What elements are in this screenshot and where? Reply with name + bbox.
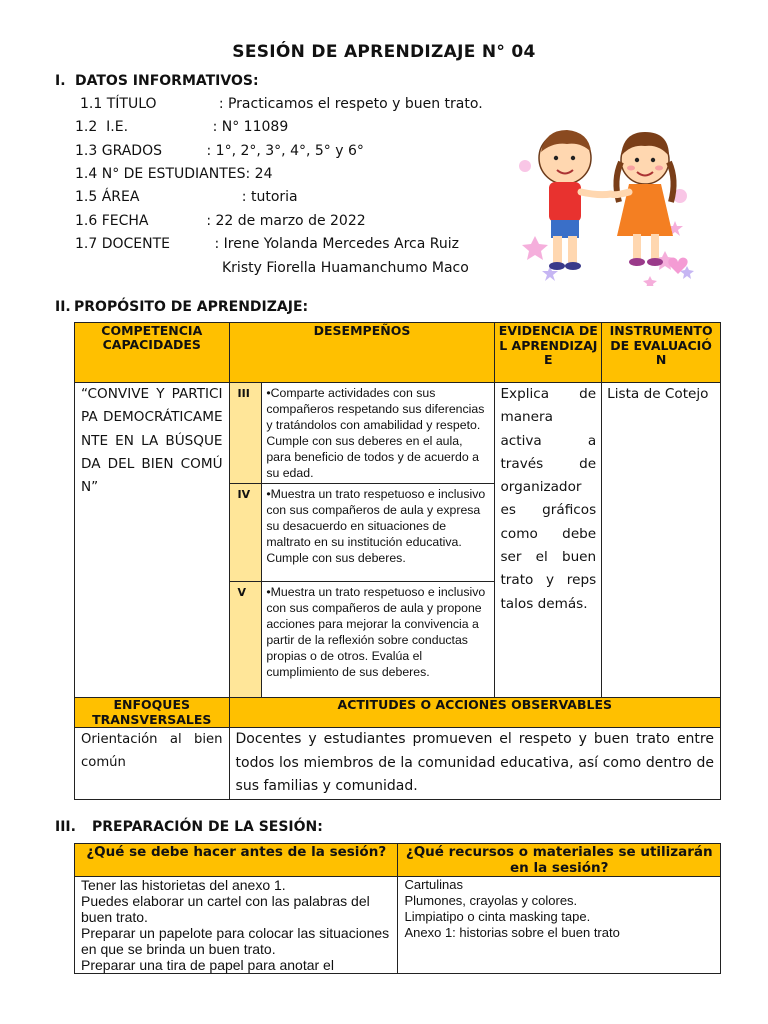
datos-row-docente: 1.7 DOCENTE : Irene Yolanda Mercedes Arca Ruiz (75, 236, 459, 252)
grade-label-iii: III (229, 383, 262, 484)
recursos-cell: Cartulinas Plumones, crayolas y colores. Limpiatipo o cinta masking tape. Anexo 1: historias sobre el buen trato (398, 877, 721, 974)
header-actitudes: ACTITUDES O ACCIONES OBSERVABLES (229, 698, 720, 728)
datos-row-grados: 1.3 GRADOS : 1°, 2°, 3°, 4°, 5° y 6° (75, 143, 364, 159)
actitud-cell: Docentes y estudiantes promueven el respeto y buen trato entre todos los miembros de la comunidad educativa, así como dentro de sus familias y comunidad. (229, 728, 720, 800)
section-heading-preparacion: PREPARACIÓN DE LA SESIÓN: (92, 819, 323, 835)
grade-label-iv: IV (229, 484, 262, 582)
datos-row-ie: 1.2 I.E. : N° 11089 (75, 119, 289, 135)
header-enfoques: ENFOQUES TRANSVERSALES (75, 698, 230, 728)
header-desempenos: DESEMPEÑOS (229, 323, 495, 383)
header-recursos: ¿Qué recursos o materiales se utilizarán en la sesión? (398, 844, 721, 877)
desempeno-iv: •Muestra un trato respetuoso e inclusivo con sus compañeros de aula y expresa su desacuerdo en situaciones de maltrato en su institución educativa. Cumple con sus deberes. (262, 484, 495, 582)
enfoque-cell: Orientación al bien común (75, 728, 230, 800)
header-antes: ¿Qué se debe hacer antes de la sesión? (75, 844, 398, 877)
section-number-3: III. (55, 819, 76, 835)
header-instrumento: INSTRUMENTO DE EVALUACIÓN (602, 323, 721, 383)
preparacion-table (74, 843, 721, 974)
proposito-table (74, 322, 721, 800)
evidencia-cell: Explica de manera activa a través de organizador es gráficos como debe ser el buen trato y reps talos demás. (495, 383, 602, 698)
kids-illustration (515, 126, 695, 286)
section-number-1: I. (55, 73, 66, 89)
grade-label-v: V (229, 582, 262, 698)
antes-cell: Tener las historietas del anexo 1. Puedes elaborar un cartel con las palabras del buen trato. Preparar un papelote para colocar las situaciones en que se brinda un buen trato. Preparar una tira de papel para anotar el (75, 877, 398, 974)
competencia-cell: “CONVIVE Y PARTICIPA DEMOCRÁTICAMENTE EN LA BÚSQUEDA DEL BIEN COMÚN” (75, 383, 230, 698)
header-evidencia: EVIDENCIA DEL APRENDIZAJE (495, 323, 602, 383)
datos-row-area: 1.5 ÁREA : tutoria (75, 189, 298, 205)
desempeno-v: •Muestra un trato respetuoso e inclusivo con sus compañeros de aula y propone acciones para mejorar la convivencia a partir de la reflexión sobre conductas propias o de otros. Evalúa el cumplimiento de sus deberes. (262, 582, 495, 698)
section-heading-proposito: PROPÓSITO DE APRENDIZAJE: (74, 299, 309, 315)
datos-row-titulo: 1.1 TÍTULO : Practicamos el respeto y buen trato. (80, 96, 483, 112)
section-heading-datos: DATOS INFORMATIVOS: (75, 73, 259, 89)
datos-row-fecha: 1.6 FECHA : 22 de marzo de 2022 (75, 213, 366, 229)
desempeno-iii: •Comparte actividades con sus compañeros respetando sus diferencias y tratándolos con amabilidad y respeto. Cumple con sus deberes en el aula, para beneficio de todos y de acuerdo a su edad. (262, 383, 495, 484)
header-competencia: COMPETENCIA CAPACIDADES (75, 323, 230, 383)
section-number-2: II. (55, 299, 71, 315)
datos-row-docente-2: Kristy Fiorella Huamanchumo Maco (222, 260, 469, 276)
instrumento-cell: Lista de Cotejo (602, 383, 721, 698)
datos-row-estudiantes: 1.4 N° DE ESTUDIANTES: 24 (75, 166, 273, 182)
page-title: SESIÓN DE APRENDIZAJE N° 04 (232, 42, 536, 62)
